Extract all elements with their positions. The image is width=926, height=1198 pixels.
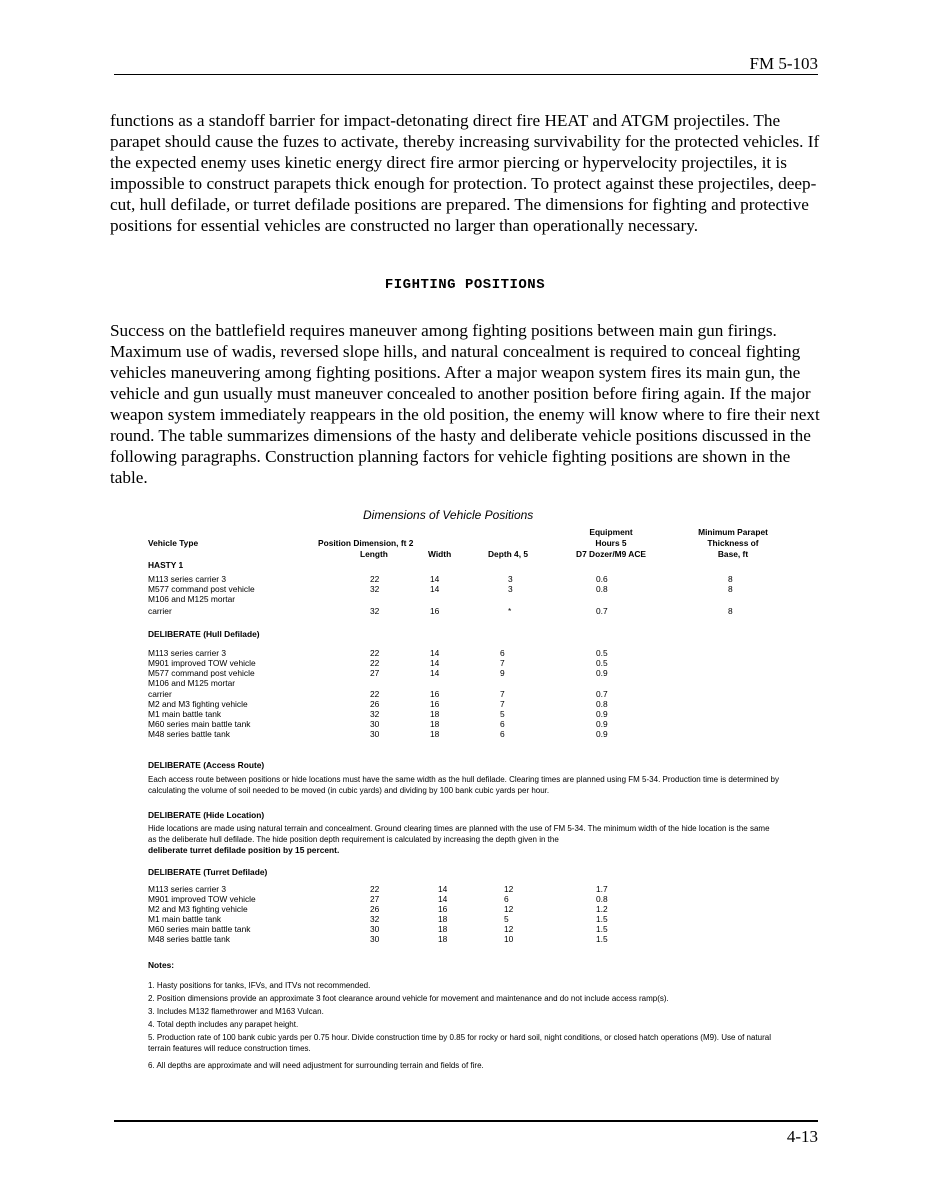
turret-row-2-vehicle: M2 and M3 fighting vehicle	[148, 904, 248, 914]
hull-row-6-depth: 5	[500, 709, 505, 719]
section-heading: FIGHTING POSITIONS	[384, 277, 546, 293]
hull-row-8-length: 30	[370, 729, 380, 739]
turret-row-5-hours: 1.5	[596, 934, 608, 944]
hull-row-0-width: 14	[430, 648, 440, 658]
note-3: 3. Includes M132 flamethrower and M163 Vulcan.	[148, 1007, 324, 1016]
turret-row-3-vehicle: M1 main battle tank	[148, 914, 222, 924]
section-hull-defilade: DELIBERATE (Hull Defilade)	[148, 629, 260, 639]
header-length: Length	[360, 549, 388, 559]
header-rule	[114, 74, 818, 75]
hasty-row-0-vehicle: M113 series carrier 3	[148, 574, 227, 584]
hasty-row-0-depth: 3	[508, 574, 513, 584]
hull-row-7-hours: 0.9	[596, 719, 608, 729]
hull-row-0-hours: 0.5	[596, 648, 608, 658]
hull-row-2-depth: 9	[500, 668, 505, 678]
hasty-row-3-depth: *	[508, 606, 512, 616]
hull-row-2-width: 14	[430, 668, 440, 678]
turret-row-0-depth: 12	[504, 884, 514, 894]
header-equipment-3: D7 Dozer/M9 ACE	[576, 549, 646, 559]
hasty-row-1-width: 14	[430, 584, 440, 594]
hull-row-6-length: 32	[370, 709, 380, 719]
hasty-row-1-hours: 0.8	[596, 584, 608, 594]
header-width: Width	[428, 549, 452, 559]
hasty-row-3-parapet: 8	[728, 606, 733, 616]
hull-row-5-vehicle: M2 and M3 fighting vehicle	[148, 699, 248, 709]
hull-row-4-length: 22	[370, 689, 380, 699]
note-4: 4. Total depth includes any parapet height.	[148, 1020, 299, 1029]
turret-row-1-depth: 6	[504, 894, 509, 904]
page-number: 4-13	[786, 1127, 818, 1146]
turret-row-5-vehicle: M48 series battle tank	[148, 934, 230, 944]
turret-row-2-width: 16	[438, 904, 448, 914]
hull-row-0-length: 22	[370, 648, 380, 658]
hull-row-4-width: 16	[430, 689, 440, 699]
hull-row-7-depth: 6	[500, 719, 505, 729]
turret-row-1-length: 27	[370, 894, 380, 904]
table-title: Dimensions of Vehicle Positions	[363, 508, 534, 522]
header-vehicle-type: Vehicle Type	[148, 538, 199, 548]
hull-row-7-width: 18	[430, 719, 440, 729]
hull-row-8-depth: 6	[500, 729, 505, 739]
turret-row-4-length: 30	[370, 924, 380, 934]
turret-row-4-hours: 1.5	[596, 924, 608, 934]
notes-label: Notes:	[148, 960, 175, 970]
hull-row-6-vehicle: M1 main battle tank	[148, 709, 222, 719]
hull-row-5-hours: 0.8	[596, 699, 608, 709]
header-depth: Depth 4, 5	[488, 549, 529, 559]
hasty-row-3-vehicle: carrier	[148, 606, 172, 616]
turret-row-0-length: 22	[370, 884, 380, 894]
hull-row-7-vehicle: M60 series main battle tank	[148, 719, 251, 729]
vehicle-positions-table	[148, 508, 788, 1078]
section-hide-location: DELIBERATE (Hide Location)	[148, 810, 265, 820]
hasty-row-0-width: 14	[430, 574, 440, 584]
hasty-row-3-width: 16	[430, 606, 440, 616]
access-route-text: Each access route between positions or hide locations must have the same width as the hull defilade. Clearing times are planned using FM 5-34. Production time is determined by calculating the volume of soil needed to be moved (in cubic yards) and dividing by 100 bank cubic yards per hour.	[148, 775, 780, 795]
hasty-row-2-vehicle: M106 and M125 mortar	[148, 594, 236, 604]
footer-rule	[114, 1120, 818, 1122]
note-2: 2. Position dimensions provide an approximate 3 foot clearance around vehicle for movement and maintenance and do not include access ramp(s).	[148, 994, 669, 1003]
note-5: 5. Production rate of 100 bank cubic yards per 0.75 hour. Divide construction time by 0.85 for rocky or hard soil, night conditions, or closed hatch operations (M9). Use of natural terrain features will reduce construction times.	[148, 1033, 771, 1053]
header-position-dimension: Position Dimension, ft 2	[318, 538, 414, 548]
hasty-row-3-hours: 0.7	[596, 606, 608, 616]
turret-row-2-length: 26	[370, 904, 380, 914]
hull-row-1-hours: 0.5	[596, 658, 608, 668]
turret-row-4-vehicle: M60 series main battle tank	[148, 924, 251, 934]
hide-location-text-bold: deliberate turret defilade position by 15 percent.	[148, 845, 340, 855]
hull-row-3-vehicle: M106 and M125 mortar	[148, 678, 236, 688]
header-equipment-1: Equipment	[589, 527, 633, 537]
turret-row-3-length: 32	[370, 914, 380, 924]
turret-row-3-depth: 5	[504, 914, 509, 924]
turret-row-4-depth: 12	[504, 924, 514, 934]
turret-row-0-hours: 1.7	[596, 884, 608, 894]
hull-row-5-width: 16	[430, 699, 440, 709]
hasty-row-0-hours: 0.6	[596, 574, 608, 584]
hull-row-6-width: 18	[430, 709, 440, 719]
turret-row-5-length: 30	[370, 934, 380, 944]
hull-row-7-length: 30	[370, 719, 380, 729]
header-parapet-1: Minimum Parapet	[698, 527, 768, 537]
turret-row-1-width: 14	[438, 894, 448, 904]
hasty-row-0-length: 22	[370, 574, 380, 584]
hull-row-8-width: 18	[430, 729, 440, 739]
turret-row-3-width: 18	[438, 914, 448, 924]
hasty-row-0-parapet: 8	[728, 574, 733, 584]
section-access-route: DELIBERATE (Access Route)	[148, 760, 265, 770]
hull-row-4-vehicle: carrier	[148, 689, 172, 699]
hasty-row-1-length: 32	[370, 584, 380, 594]
hull-row-4-depth: 7	[500, 689, 505, 699]
turret-row-2-hours: 1.2	[596, 904, 608, 914]
header-parapet-2: Thickness of	[707, 538, 759, 548]
hull-row-1-depth: 7	[500, 658, 505, 668]
hull-row-8-vehicle: M48 series battle tank	[148, 729, 230, 739]
hull-row-5-length: 26	[370, 699, 380, 709]
turret-row-4-width: 18	[438, 924, 448, 934]
note-1: 1. Hasty positions for tanks, IFVs, and ITVs not recommended.	[148, 981, 371, 990]
turret-row-5-width: 18	[438, 934, 448, 944]
turret-row-2-depth: 12	[504, 904, 514, 914]
turret-row-5-depth: 10	[504, 934, 514, 944]
turret-row-3-hours: 1.5	[596, 914, 608, 924]
hull-row-4-hours: 0.7	[596, 689, 608, 699]
hull-row-1-length: 22	[370, 658, 380, 668]
hull-row-1-width: 14	[430, 658, 440, 668]
paragraph-standoff-barrier: functions as a standoff barrier for impact-detonating direct fire HEAT and ATGM projectiles. The parapet should cause the fuzes to activate, thereby increasing survivability for the protected vehicles. If the expected enemy uses kinetic energy direct fire armor piercing or hypervelocity projectiles, it is impossible to construct parapets thick enough for protection. To protect against these projectiles, deep-cut, hull defilade, or turret defilade positions are prepared. The dimensions for fighting and protective positions for essential vehicles are constructed no larger than operationally necessary.	[110, 111, 820, 235]
hull-row-1-vehicle: M901 improved TOW vehicle	[148, 658, 256, 668]
hull-row-2-hours: 0.9	[596, 668, 608, 678]
section-hasty: HASTY 1	[148, 560, 184, 570]
turret-row-1-vehicle: M901 improved TOW vehicle	[148, 894, 256, 904]
note-6: 6. All depths are approximate and will need adjustment for surrounding terrain and fields of fire.	[148, 1061, 484, 1070]
hide-location-text: Hide locations are made using natural terrain and concealment. Ground clearing times are planned with the use of FM 5-34. The minimum width of the hide location is the same as the deliberate hull defilade. The hide position depth requirement is calculated by increasing the depth given in the	[148, 824, 770, 844]
header-parapet-3: Base, ft	[717, 549, 749, 559]
section-turret-defilade: DELIBERATE (Turret Defilade)	[148, 867, 268, 877]
manual-id: FM 5-103	[749, 54, 818, 73]
hull-row-6-hours: 0.9	[596, 709, 608, 719]
hull-row-2-length: 27	[370, 668, 380, 678]
header-equipment-2: Hours 5	[595, 538, 627, 548]
paragraph-fighting-positions: Success on the battlefield requires maneuver among fighting positions between main gun firings. Maximum use of wadis, reversed slope hills, and natural concealment is required to conceal fighting vehicles maneuvering among fighting positions. After a major weapon system fires its main gun, the vehicle and gun usually must maneuver concealed to another position before firing again. If the major weapon system immediately reappears in the old position, the enemy will know where to fire their next round. The table summarizes dimensions of the hasty and deliberate vehicle positions discussed in the following paragraphs. Construction planning factors for vehicle fighting positions are shown in the table.	[110, 321, 820, 487]
hasty-row-1-vehicle: M577 command post vehicle	[148, 584, 255, 594]
turret-row-0-width: 14	[438, 884, 448, 894]
hasty-row-1-parapet: 8	[728, 584, 733, 594]
hull-row-0-depth: 6	[500, 648, 505, 658]
hasty-row-1-depth: 3	[508, 584, 513, 594]
hasty-row-3-length: 32	[370, 606, 380, 616]
turret-row-0-vehicle: M113 series carrier 3	[148, 884, 227, 894]
hull-row-5-depth: 7	[500, 699, 505, 709]
turret-row-1-hours: 0.8	[596, 894, 608, 904]
hull-row-8-hours: 0.9	[596, 729, 608, 739]
hull-row-2-vehicle: M577 command post vehicle	[148, 668, 255, 678]
hull-row-0-vehicle: M113 series carrier 3	[148, 648, 227, 658]
